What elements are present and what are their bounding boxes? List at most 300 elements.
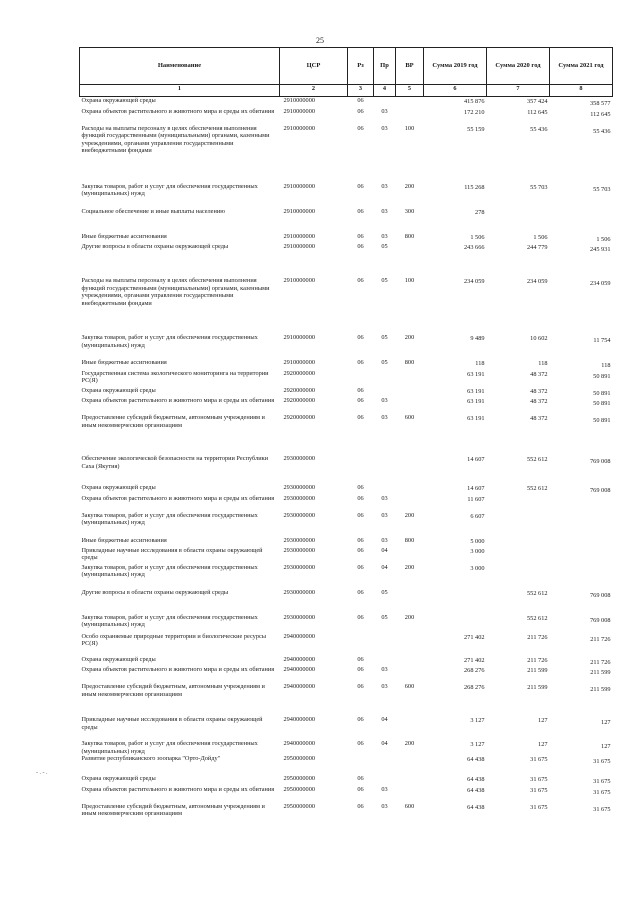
cell-csr: 2950000000 xyxy=(283,755,315,763)
cell-2019: 64 438 xyxy=(467,786,485,794)
cell-2020 xyxy=(487,537,550,547)
cell-2019: 268 276 xyxy=(464,667,485,675)
cell-vr xyxy=(396,716,424,740)
cell-2020: 112 645 xyxy=(527,108,548,116)
cell-rz: 06 xyxy=(357,494,364,502)
cell-vr: 200 xyxy=(404,511,415,519)
cell-2019: 3 000 xyxy=(470,564,485,572)
cell-2021: 211 726 xyxy=(590,658,611,666)
cell-name: Охрана объектов растительного и животного мира и среды их обитания xyxy=(81,785,275,793)
cell-rz: 06 xyxy=(357,359,364,367)
cell-vr xyxy=(396,484,424,495)
col-number: 7 xyxy=(487,85,550,97)
cell-name: Социальное обеспечение и иные выплаты населению xyxy=(81,207,225,215)
cell-name: Расходы на выплаты персоналу в целях обеспечения выполнения функций государственными (муниципальными) органами, казенными учреждениями, органами управления государственными внебюджетными фондами xyxy=(81,124,270,155)
cell-2020: 552 612 xyxy=(527,614,548,622)
cell-2020: 48 372 xyxy=(530,387,548,395)
cell-vr: 600 xyxy=(404,802,415,810)
cell-pr xyxy=(374,455,396,484)
cell-2019: 11 607 xyxy=(467,495,485,503)
cell-csr: 2930000000 xyxy=(283,455,315,463)
cell-rz: 06 xyxy=(357,334,364,342)
cell-rz: 06 xyxy=(357,536,364,544)
cell-vr xyxy=(396,656,424,667)
table-row xyxy=(80,589,613,614)
cell-pr xyxy=(374,633,396,656)
cell-rz: 06 xyxy=(357,716,364,724)
header-2019: Сумма 2019 год xyxy=(424,48,487,85)
cell-2021: 50 891 xyxy=(593,400,611,408)
cell-rz: 06 xyxy=(357,277,364,285)
cell-name: Другие вопросы в области охраны окружающей среды xyxy=(81,588,229,596)
cell-vr: 100 xyxy=(404,124,415,132)
cell-csr: 2930000000 xyxy=(283,563,315,571)
cell-2021: 234 059 xyxy=(590,280,611,288)
cell-2019: 5 000 xyxy=(470,537,485,545)
cell-2020: 48 372 xyxy=(530,398,548,406)
table-row xyxy=(80,633,613,656)
cell-pr: 05 xyxy=(381,277,388,285)
cell-vr: 800 xyxy=(404,232,415,240)
budget-table xyxy=(79,47,613,823)
cell-csr: 2910000000 xyxy=(283,124,315,132)
cell-csr: 2930000000 xyxy=(283,546,315,554)
cell-vr: 800 xyxy=(404,359,415,367)
cell-2019: 415 876 xyxy=(464,98,485,105)
cell-pr xyxy=(374,775,396,786)
cell-vr: 200 xyxy=(404,182,415,190)
cell-pr: 03 xyxy=(381,666,388,674)
header-rz: Рз xyxy=(348,48,374,85)
table-row xyxy=(80,414,613,455)
cell-2021: 769 008 xyxy=(590,458,611,466)
table-row xyxy=(80,740,613,755)
cell-rz: 06 xyxy=(357,546,364,554)
cell-2021: 127 xyxy=(601,719,611,727)
cell-rz: 06 xyxy=(357,243,364,251)
table-row xyxy=(80,755,613,775)
cell-2021: 31 675 xyxy=(593,805,611,813)
table-row xyxy=(80,387,613,398)
cell-csr: 2940000000 xyxy=(283,716,315,724)
cell-csr: 2940000000 xyxy=(283,683,315,691)
cell-pr: 05 xyxy=(381,243,388,251)
table-row xyxy=(80,495,613,512)
cell-2021: 358 577 xyxy=(590,100,611,107)
table-row xyxy=(80,803,613,823)
cell-pr: 03 xyxy=(381,232,388,240)
cell-vr xyxy=(396,108,424,125)
cell-name: Охрана окружающей среды xyxy=(81,386,156,394)
cell-pr: 03 xyxy=(381,683,388,691)
cell-vr xyxy=(396,495,424,512)
col-number: 2 xyxy=(280,85,348,97)
cell-rz: 06 xyxy=(357,232,364,240)
table-row xyxy=(80,484,613,495)
cell-2020: 118 xyxy=(538,360,548,368)
cell-2021: 50 891 xyxy=(593,389,611,397)
table-row xyxy=(80,786,613,803)
cell-2020 xyxy=(487,512,550,537)
cell-2020 xyxy=(487,547,550,564)
table-row xyxy=(80,683,613,716)
cell-csr: 2930000000 xyxy=(283,588,315,596)
cell-2020 xyxy=(487,208,550,233)
cell-rz: 06 xyxy=(357,511,364,519)
cell-2020: 211 599 xyxy=(527,684,548,692)
cell-2019: 63 191 xyxy=(467,415,485,423)
cell-vr xyxy=(396,755,424,775)
cell-pr: 03 xyxy=(381,802,388,810)
col-number: 6 xyxy=(424,85,487,97)
cell-rz: 06 xyxy=(357,414,364,422)
cell-csr: 2910000000 xyxy=(283,359,315,367)
cell-vr xyxy=(396,589,424,614)
cell-csr: 2950000000 xyxy=(283,802,315,810)
cell-csr: 2910000000 xyxy=(283,277,315,285)
cell-name: Прикладные научные исследования в области охраны окружающей среды xyxy=(81,546,263,562)
cell-2021: 50 891 xyxy=(593,372,611,380)
cell-vr: 800 xyxy=(404,536,415,544)
cell-csr: 2950000000 xyxy=(283,775,315,783)
table-row xyxy=(80,656,613,667)
cell-name: Предоставление субсидий бюджетным, автономным учреждениям и иным некоммерческим организациям xyxy=(81,414,265,429)
cell-csr: 2920000000 xyxy=(283,386,315,394)
cell-csr: 2940000000 xyxy=(283,632,315,640)
cell-vr: 200 xyxy=(404,563,415,571)
cell-csr: 2910000000 xyxy=(283,243,315,251)
cell-2021 xyxy=(550,512,613,537)
header-csr: ЦСР xyxy=(280,48,348,85)
cell-name: Предоставление субсидий бюджетным, автономным учреждениям и иным некоммерческим организациям xyxy=(81,683,265,698)
page-number: 25 xyxy=(316,36,324,45)
cell-2021: 211 726 xyxy=(590,635,611,643)
cell-2019: 63 191 xyxy=(467,398,485,406)
cell-rz xyxy=(348,755,374,775)
cell-rz: 06 xyxy=(357,785,364,793)
cell-2020: 552 612 xyxy=(527,456,548,464)
cell-2020: 127 xyxy=(538,717,548,725)
cell-name: Охрана объектов растительного и животного мира и среды их обитания xyxy=(81,397,275,405)
cell-name: Другие вопросы в области охраны окружающей среды xyxy=(81,243,229,251)
cell-2021 xyxy=(550,208,613,233)
cell-rz: 06 xyxy=(357,613,364,621)
cell-2019: 234 059 xyxy=(464,278,485,286)
cell-rz: 06 xyxy=(357,386,364,394)
cell-name: Охрана окружающей среды xyxy=(81,655,156,663)
col-number: 8 xyxy=(550,85,613,97)
cell-csr: 2940000000 xyxy=(283,740,315,748)
cell-rz: 06 xyxy=(357,182,364,190)
col-number: 3 xyxy=(348,85,374,97)
cell-name: Обеспечение экологической безопасности на территории Республики Саха (Якутия) xyxy=(81,455,269,470)
cell-rz: 06 xyxy=(357,107,364,115)
cell-2019 xyxy=(424,614,487,633)
cell-2019: 14 607 xyxy=(467,456,485,464)
table-row xyxy=(80,334,613,359)
cell-vr xyxy=(396,370,424,387)
cell-pr: 03 xyxy=(381,107,388,115)
cell-2020 xyxy=(487,495,550,512)
cell-2020: 1 506 xyxy=(533,233,548,241)
cell-name: Охрана окружающей среды xyxy=(81,775,156,783)
cell-name: Предоставление субсидий бюджетным, автономным учреждениям и иным некоммерческим организациям xyxy=(81,802,265,818)
cell-name: Закупка товаров, работ и услуг для обеспечения государственных (муниципальных) нужд xyxy=(81,511,258,527)
cell-2021: 769 008 xyxy=(590,487,611,495)
cell-pr xyxy=(374,387,396,398)
cell-pr: 03 xyxy=(381,414,388,422)
table-row xyxy=(80,359,613,370)
cell-rz xyxy=(348,633,374,656)
cell-vr: 200 xyxy=(404,740,415,748)
cell-pr: 05 xyxy=(381,334,388,342)
table-header-row xyxy=(80,48,613,85)
cell-2021 xyxy=(550,547,613,564)
cell-rz xyxy=(348,370,374,387)
cell-2020: 48 372 xyxy=(530,415,548,423)
cell-csr: 2920000000 xyxy=(283,414,315,422)
table-row xyxy=(80,547,613,564)
cell-name: Иные бюджетные ассигнования xyxy=(81,359,167,367)
cell-vr xyxy=(396,455,424,484)
table-row xyxy=(80,370,613,387)
cell-rz: 06 xyxy=(357,484,364,492)
table-row xyxy=(80,666,613,683)
cell-pr xyxy=(374,97,396,108)
cell-2020: 48 372 xyxy=(530,370,548,378)
cell-2021 xyxy=(550,564,613,589)
cell-pr: 03 xyxy=(381,785,388,793)
cell-2021: 55 703 xyxy=(593,185,611,193)
cell-vr: 300 xyxy=(404,207,415,215)
cell-csr: 2940000000 xyxy=(283,666,315,674)
cell-pr: 03 xyxy=(381,494,388,502)
cell-rz: 06 xyxy=(357,397,364,405)
cell-rz: 06 xyxy=(357,740,364,748)
cell-csr: 2920000000 xyxy=(283,369,315,377)
cell-name: Развитие республиканского зоопарка "Орто-Дойду" xyxy=(81,755,221,763)
cell-csr: 2920000000 xyxy=(283,397,315,405)
cell-rz: 06 xyxy=(357,97,364,104)
cell-vr xyxy=(396,397,424,414)
cell-rz: 06 xyxy=(357,666,364,674)
cell-name: Закупка товаров, работ и услуг для обеспечения государственных (муниципальных) нужд xyxy=(81,182,258,198)
cell-name: Закупка товаров, работ и услуг для обеспечения государственных (муниципальных) нужд xyxy=(81,334,258,349)
cell-name: Закупка товаров, работ и услуг для обеспечения государственных (муниципальных) нужд xyxy=(81,563,258,579)
cell-vr: 200 xyxy=(404,613,415,621)
cell-2021: 55 436 xyxy=(593,127,611,135)
cell-csr: 2910000000 xyxy=(283,107,315,115)
cell-pr: 05 xyxy=(381,359,388,367)
cell-2020: 211 599 xyxy=(527,667,548,675)
cell-pr xyxy=(374,656,396,667)
cell-2021 xyxy=(550,495,613,512)
cell-2020: 211 726 xyxy=(527,656,548,664)
table-row xyxy=(80,233,613,244)
cell-rz xyxy=(348,455,374,484)
cell-2019: 9 489 xyxy=(470,335,485,343)
cell-2019: 64 438 xyxy=(467,756,485,764)
cell-csr: 2930000000 xyxy=(283,511,315,519)
cell-2019: 14 607 xyxy=(467,485,485,493)
cell-csr: 2950000000 xyxy=(283,785,315,793)
cell-2021: 127 xyxy=(601,743,611,751)
cell-name: Иные бюджетные ассигнования xyxy=(81,536,167,544)
table-row xyxy=(80,397,613,414)
cell-rz: 06 xyxy=(357,775,364,783)
cell-2020: 10 602 xyxy=(530,335,548,343)
cell-2019: 271 402 xyxy=(464,656,485,664)
cell-csr: 2910000000 xyxy=(283,97,315,104)
cell-2019: 268 276 xyxy=(464,684,485,692)
col-number: 4 xyxy=(374,85,396,97)
cell-vr: 600 xyxy=(404,683,415,691)
cell-name: Охрана окружающей среды xyxy=(81,97,156,104)
cell-2020: 55 436 xyxy=(530,125,548,133)
cell-vr xyxy=(396,786,424,803)
cell-2019: 6 607 xyxy=(470,512,485,520)
table-row xyxy=(80,125,613,183)
cell-name: Охрана объектов растительного и животного мира и среды их обитания xyxy=(81,666,275,674)
cell-rz: 06 xyxy=(357,124,364,132)
table-row xyxy=(80,108,613,125)
table-row xyxy=(80,208,613,233)
cell-name: Охрана объектов растительного и животного мира и среды их обитания xyxy=(81,107,275,115)
cell-pr: 03 xyxy=(381,536,388,544)
cell-2020 xyxy=(487,564,550,589)
cell-2019: 63 191 xyxy=(467,387,485,395)
header-2021: Сумма 2021 год xyxy=(550,48,613,85)
table-row xyxy=(80,455,613,484)
cell-2020: 127 xyxy=(538,741,548,749)
cell-name: Государственная система экологического мониторинга на территории РС(Я) xyxy=(81,369,269,385)
cell-vr xyxy=(396,633,424,656)
col-number: 1 xyxy=(80,85,280,97)
table-row xyxy=(80,716,613,740)
cell-2019: 3 000 xyxy=(470,547,485,555)
table-row xyxy=(80,277,613,334)
cell-2020: 211 726 xyxy=(527,633,548,641)
cell-2021: 245 931 xyxy=(590,246,611,254)
cell-name: Расходы на выплаты персоналу в целях обеспечения выполнения функций государственными (муниципальными) органами, казенными учреждениями, органами управления государственными внебюджетными фондами xyxy=(81,277,270,307)
cell-2019: 1 506 xyxy=(470,233,485,241)
cell-2021: 211 599 xyxy=(590,669,611,677)
cell-2019: 63 191 xyxy=(467,370,485,378)
column-number-row xyxy=(80,85,613,97)
margin-mark: - . - . xyxy=(36,770,48,776)
cell-pr: 03 xyxy=(381,182,388,190)
cell-2021: 769 008 xyxy=(590,616,611,624)
cell-pr: 05 xyxy=(381,588,388,596)
cell-2020: 31 675 xyxy=(530,776,548,784)
cell-2019: 3 127 xyxy=(470,741,485,749)
cell-2020: 244 779 xyxy=(527,244,548,252)
cell-2021: 31 675 xyxy=(593,788,611,796)
cell-2021: 31 675 xyxy=(593,778,611,786)
cell-2019: 64 438 xyxy=(467,776,485,784)
cell-2020: 31 675 xyxy=(530,756,548,764)
cell-rz: 06 xyxy=(357,207,364,215)
cell-2020: 31 675 xyxy=(530,786,548,794)
cell-rz: 06 xyxy=(357,683,364,691)
cell-2021 xyxy=(550,537,613,547)
cell-vr: 100 xyxy=(404,277,415,285)
cell-csr: 2910000000 xyxy=(283,182,315,190)
table-row xyxy=(80,564,613,589)
table-row xyxy=(80,512,613,537)
table-body xyxy=(80,97,613,823)
cell-2019: 64 438 xyxy=(467,803,485,811)
cell-2021: 50 891 xyxy=(593,417,611,425)
cell-pr: 03 xyxy=(381,207,388,215)
table-row xyxy=(80,537,613,547)
cell-2019: 118 xyxy=(475,360,485,368)
cell-name: Иные бюджетные ассигнования xyxy=(81,232,167,240)
cell-vr xyxy=(396,666,424,683)
col-number: 5 xyxy=(396,85,424,97)
cell-2021: 118 xyxy=(601,362,611,370)
cell-pr: 03 xyxy=(381,397,388,405)
cell-2019: 271 402 xyxy=(464,633,485,641)
cell-name: Особо охраняемые природные территории и биологические ресурсы РС(Я) xyxy=(81,632,266,648)
cell-name: Охрана окружающей среды xyxy=(81,484,156,492)
cell-csr: 2910000000 xyxy=(283,207,315,215)
cell-rz: 06 xyxy=(357,563,364,571)
cell-csr: 2910000000 xyxy=(283,334,315,342)
cell-pr: 04 xyxy=(381,563,388,571)
header-name: Наименование xyxy=(80,48,280,85)
cell-2019: 55 159 xyxy=(467,125,485,133)
cell-rz: 06 xyxy=(357,588,364,596)
cell-pr: 04 xyxy=(381,716,388,724)
cell-2020: 234 059 xyxy=(527,278,548,286)
cell-csr: 2930000000 xyxy=(283,536,315,544)
cell-csr: 2930000000 xyxy=(283,613,315,621)
cell-2020: 552 612 xyxy=(527,589,548,597)
cell-csr: 2910000000 xyxy=(283,232,315,240)
cell-2021: 1 506 xyxy=(596,235,611,243)
cell-2019: 3 127 xyxy=(470,717,485,725)
cell-2020: 552 612 xyxy=(527,485,548,493)
cell-pr: 05 xyxy=(381,613,388,621)
cell-csr: 2940000000 xyxy=(283,655,315,663)
header-2020: Сумма 2020 год xyxy=(487,48,550,85)
cell-name: Закупка товаров, работ и услуг для обеспечения государственных (муниципальных) нужд xyxy=(81,613,258,629)
cell-2021: 11 754 xyxy=(593,337,611,345)
cell-pr: 04 xyxy=(381,740,388,748)
cell-pr xyxy=(374,755,396,775)
cell-vr xyxy=(396,97,424,108)
cell-vr xyxy=(396,243,424,277)
cell-vr xyxy=(396,775,424,786)
cell-2021: 112 645 xyxy=(590,110,611,118)
cell-2019: 278 xyxy=(475,208,485,216)
table-row xyxy=(80,97,613,108)
cell-name: Прикладные научные исследования в области охраны окружающей среды xyxy=(81,716,263,731)
cell-vr xyxy=(396,547,424,564)
header-vr: ВР xyxy=(396,48,424,85)
cell-2019: 172 210 xyxy=(464,108,485,116)
cell-2020: 31 675 xyxy=(530,803,548,811)
cell-vr: 200 xyxy=(404,334,415,342)
cell-name: Охрана объектов растительного и животного мира и среды их обитания xyxy=(81,494,275,502)
cell-pr xyxy=(374,484,396,495)
cell-2021: 769 008 xyxy=(590,591,611,599)
cell-rz: 06 xyxy=(357,655,364,663)
cell-name: Закупка товаров, работ и услуг для обеспечения государственных (муниципальных) нужд xyxy=(81,740,258,755)
cell-2020: 55 703 xyxy=(530,183,548,191)
cell-csr: 2930000000 xyxy=(283,494,315,502)
